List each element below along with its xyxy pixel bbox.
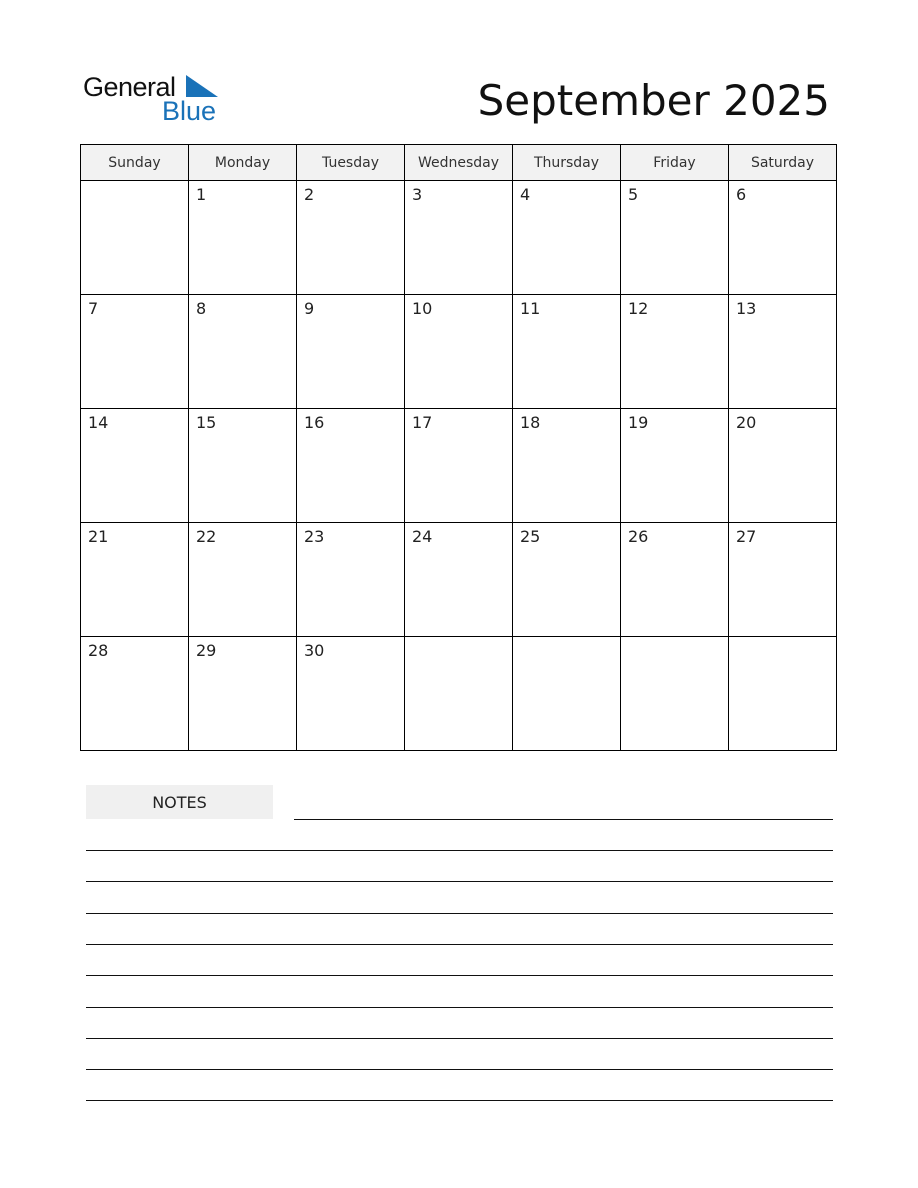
day-cell [81, 637, 189, 751]
day-cell [81, 523, 189, 637]
notes-line [86, 1100, 833, 1101]
day-cell [81, 409, 189, 523]
day-cell [81, 181, 189, 295]
day-cell [405, 637, 513, 751]
day-cell [513, 523, 621, 637]
notes-line [86, 881, 833, 882]
day-cell [621, 523, 729, 637]
logo-text-blue: Blue [162, 96, 217, 126]
day-number: 11 [520, 299, 541, 318]
day-number: 26 [628, 527, 649, 546]
day-cell [621, 181, 729, 295]
day-cell [513, 181, 621, 295]
weekday-header: Wednesday [405, 145, 513, 181]
day-number: 5 [628, 185, 639, 204]
day-number: 18 [520, 413, 541, 432]
day-cell [729, 523, 837, 637]
day-number: 6 [736, 185, 747, 204]
weekday-header-row [81, 145, 837, 181]
day-cell [189, 409, 297, 523]
day-number: 3 [412, 185, 423, 204]
day-cell [513, 637, 621, 751]
day-number: 23 [304, 527, 325, 546]
day-cell [297, 295, 405, 409]
day-cell [81, 295, 189, 409]
day-cell [405, 295, 513, 409]
page-title: September 2025 [477, 76, 830, 125]
day-cell [297, 523, 405, 637]
day-number [729, 637, 836, 641]
day-cell [621, 637, 729, 751]
day-cell [621, 295, 729, 409]
day-number: 22 [196, 527, 217, 546]
day-number: 7 [88, 299, 99, 318]
day-cell [189, 295, 297, 409]
day-cell [189, 637, 297, 751]
day-number: 4 [520, 185, 531, 204]
day-cell [621, 409, 729, 523]
day-number: 10 [412, 299, 433, 318]
day-number [81, 181, 188, 185]
day-cell [297, 181, 405, 295]
day-cell [513, 295, 621, 409]
day-number: 30 [304, 641, 325, 660]
day-number: 14 [88, 413, 109, 432]
day-cell [405, 409, 513, 523]
day-cell [297, 637, 405, 751]
week-row [81, 295, 837, 409]
week-row [81, 409, 837, 523]
logo-text-general: General [83, 72, 176, 102]
notes-line [86, 913, 833, 914]
day-number [405, 637, 512, 641]
logo-triangle-icon [186, 75, 218, 97]
day-cell [405, 523, 513, 637]
day-number: 15 [196, 413, 217, 432]
day-number: 1 [196, 185, 207, 204]
weekday-header: Monday [189, 145, 297, 181]
notes-line [86, 1069, 833, 1070]
weekday-header: Friday [621, 145, 729, 181]
day-number: 27 [736, 527, 757, 546]
day-number [513, 637, 620, 641]
notes-label: NOTES [86, 785, 273, 819]
day-number: 9 [304, 299, 315, 318]
day-cell [729, 295, 837, 409]
day-number [621, 637, 728, 641]
day-cell [189, 181, 297, 295]
day-cell [729, 409, 837, 523]
week-row [81, 637, 837, 751]
notes-line [86, 1038, 833, 1039]
weekday-header: Tuesday [297, 145, 405, 181]
day-number: 16 [304, 413, 325, 432]
weekday-header: Thursday [513, 145, 621, 181]
day-number: 28 [88, 641, 109, 660]
day-number: 20 [736, 413, 757, 432]
day-number: 24 [412, 527, 433, 546]
weekday-header: Sunday [81, 145, 189, 181]
weekday-header: Saturday [729, 145, 837, 181]
notes-line [294, 819, 833, 820]
day-number: 19 [628, 413, 649, 432]
day-number: 8 [196, 299, 207, 318]
calendar-grid [80, 144, 837, 751]
day-cell [729, 637, 837, 751]
day-number: 29 [196, 641, 217, 660]
week-row [81, 523, 837, 637]
day-number: 21 [88, 527, 109, 546]
notes-line [86, 975, 833, 976]
notes-line [86, 1007, 833, 1008]
day-cell [297, 409, 405, 523]
brand-logo [83, 70, 223, 126]
day-cell [513, 409, 621, 523]
day-number: 25 [520, 527, 541, 546]
notes-line [86, 850, 833, 851]
day-cell [189, 523, 297, 637]
day-cell [405, 181, 513, 295]
day-number: 17 [412, 413, 433, 432]
day-number: 13 [736, 299, 757, 318]
day-number: 2 [304, 185, 315, 204]
day-cell [729, 181, 837, 295]
day-number: 12 [628, 299, 649, 318]
week-row [81, 181, 837, 295]
notes-line [86, 944, 833, 945]
